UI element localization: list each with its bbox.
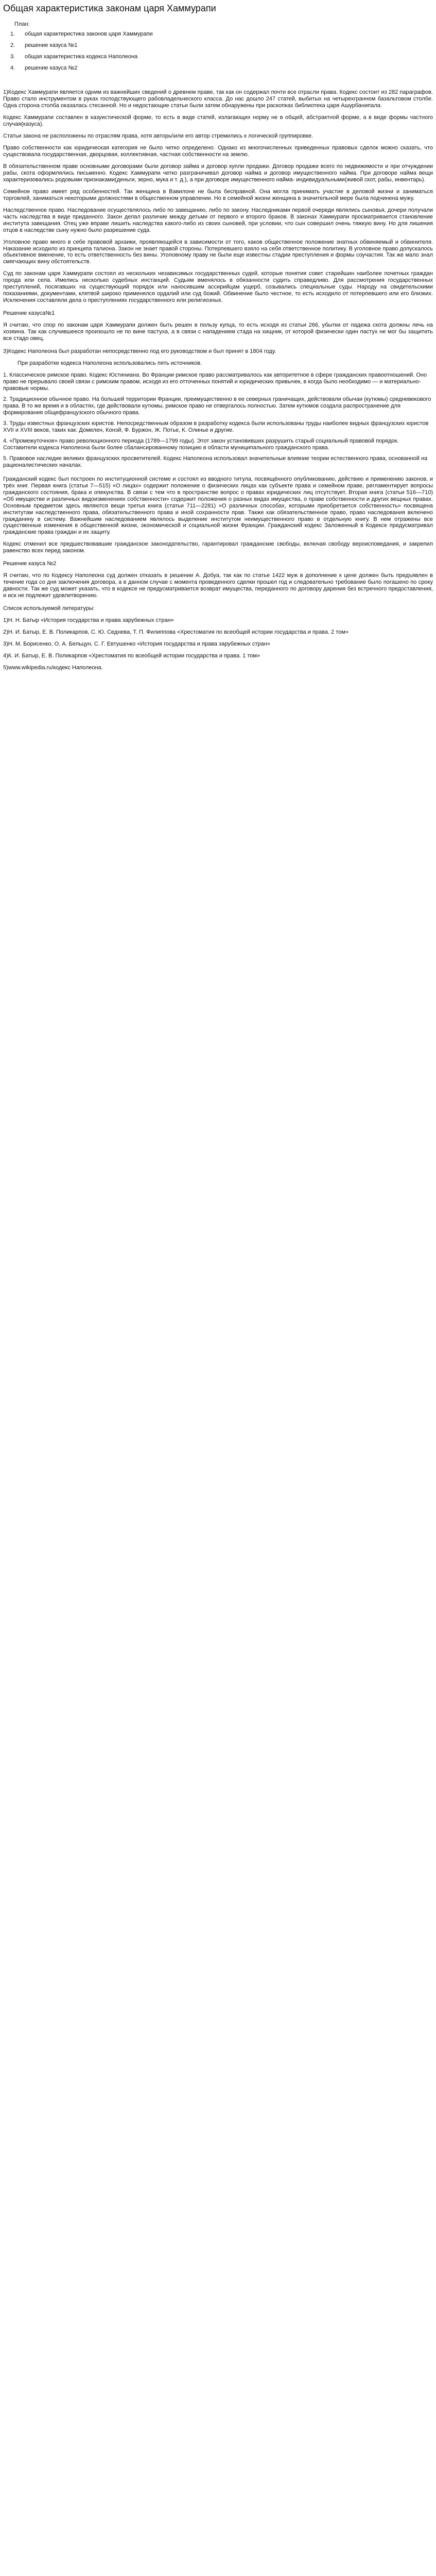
document-title: Общая характеристика законам царя Хаммурапи — [3, 3, 216, 13]
section-heading: Решение казуса№1 — [3, 310, 55, 317]
paragraph: Статьи закона не расположены по отраслям права, хотя авторы\или его автор стремились к логической группировке. — [3, 132, 313, 139]
paragraph: Уголовное право много в себе правовой архаики, проявляющейся в зависимости от того, каков общественное положение знатных обвиняемый и обвинителя. Наказание исходило из принципа талиона. Закон не знает правой стороны. Потерпевшего взяло на себя ответственное политику. В уголовное право допускалось обьективное вменение, то есть ответственность без вины. Уголовному праву не были еще известны стадии преступления и формы соучастия. Так же мало знал смягчающих вину обстоятельств. — [3, 239, 433, 265]
sources-list — [3, 372, 433, 469]
plan-item-number: 2. — [10, 42, 15, 49]
paragraph: Гражданский кодекс был построен по институционной системе и состоял из вводного титула, посвящённого опубликованию, действию и применению законов, и трёх книг. Первая книга (статьи 7—515) «О лицах» содержит положение о физических лицах как субъекте права и семейном праве, регламентирует вопросы гражданского состояния, брака и опекунства. В связи с тем что в пространстве вопрос о правах юридических лиц отсутствует. Вторая книга (статьи 516—710) «Об имуществе и различных видоизменениях собственности» содержит положения о разных видах имущества, о праве собственности и других вещных правах. Основным предметом здесь являются вещи третья книга (статьи 711—2281) «О различных способах, которыми приобретается собственность» посвящена институтам наследственного права, обязательственного права и иной сохранности прав. Также как обязательственное право, право наследования включено гражданину в систему. Важнейшим наследованием являлось выделение институтом неимущественного право в отдельную книгу. В нем отражены все существенные изменения в общественной жизни, экономической и социальной жизни Франции. Гражданский кодекс Заложенный в Кодексе предусматривал гражданские права граждан и их защиту. — [3, 476, 433, 536]
bibliography-item: 1)Н. Н. Батыр «История государства и права зарубежных стран» — [3, 617, 174, 624]
bibliography-item: 4)К. И. Батыр, Е. В. Поликарпов «Хрестоматия по всеобщей истории государства и права. 1 том» — [3, 653, 260, 659]
bibliography-item: 5)www.wikipedia.ru/кодекс Наполеона. — [3, 665, 103, 671]
plan-item — [10, 54, 433, 60]
plan-item-text: решение казуса №1 — [25, 42, 78, 49]
plan-item — [10, 31, 433, 38]
section-heading: Решение казуса №2 — [3, 561, 57, 567]
plan-item-number: 3. — [10, 54, 15, 60]
paragraph: Я считаю, что спор по законам царя Хаммурапи должен быть решен в пользу купца, то есть исходя из статьи 266, убытки от падежа скота должны лечь на хозяина. Так как случившееся произошло не по вине пастуха, а в связи с нападением стада на хищник, от которой физически один пастух не мог бы защитить все стадо овец. — [3, 322, 433, 342]
section-case-1 — [3, 310, 433, 342]
paragraph: Семейное право имеет ряд особенностей. Так женщина в Вавилоне не была бесправной. Она могла принимать участие в деловой жизни и заниматься торговлей, заниматься некоторыми должностями в общественном управлении. Но в семейной жизни женщина в значительной мере была подчинена мужу. — [3, 188, 433, 201]
section-bibliography — [3, 605, 433, 671]
plan-item — [10, 65, 433, 72]
plan-item-text: общая характеристика кодекса Наполеона — [25, 54, 138, 60]
list-item: 1. Классическое римское право. Кодекс Юстиниана. Во Франции римское право рассматривалось как авторитетное в сфере гражданских правоотношений. Оно право не прерывало своей связи с римским правом, исходя из его отточенных понятий и юридических привычек, в когда было необходимо — и материально-правовые нормы. — [3, 372, 427, 392]
paragraph: Я считаю, что по Кодексу Наполеона суд должен отказать в решении А. Добуа, так как по статье 1422 муж в дополнение к цене должен быть предъявлен в течение года со дня заключения договора, а в данном случае с момента проведенного сделки прошел год и следовательно требование было погашено по сроку давности. Так же суд может указать, что в кодексе не предусматривается возврат имущества, переданного по договору дарения без встречного предоставления, и иск не подлежит удовлетворению. — [3, 572, 433, 599]
section-napoleon-code — [3, 348, 433, 554]
plan — [10, 21, 433, 72]
section-heading: Список используемой литературы: — [3, 605, 95, 612]
plan-title: План: — [14, 21, 30, 28]
paragraph: При разработке кодекса Наполеона использовались пять источников. — [18, 360, 202, 367]
paragraph: 1)Кодекс Хаммурапи является одним из важнейших сведений о древнем праве, так как он содержал почти все отрасли права. Кодекс состоит из 282 параграфов. Право стало инструментом в руках господствующего рабовладельческого класса. До нас дошло 247 статей, выбитых на четырехгранном базальтовом столбе. Одна сторона столба оказалась стесанной. Но и недостающие статьи были затем обнаружены при раскопках библиотека царя Ашурбанипала. — [3, 89, 433, 109]
bibliography-item: 2)Н. И. Батыр, Е. В. Поликарпов, С. Ю. Седнева, Т. П. Филиппова «Хрестоматия по всеобщей истории государства и права. 2 том» — [3, 629, 348, 636]
plan-item-number: 4. — [10, 65, 15, 72]
list-item: 3. Труды известных французских юристов. Непосредственным образом в разработку кодекса были использованы труды наиболее видных французских юристов XVII и XVIII веков, таких как: Домелен, Конэй, Ф. Буржон, Ж. Потье, К. Олинье и другие. — [3, 420, 429, 433]
plan-item-text: решение казуса №2 — [25, 65, 78, 72]
section-case-2 — [3, 561, 433, 599]
plan-item-text: общая характеристика законов царя Хаммурапи — [25, 31, 153, 38]
document-page — [0, 0, 436, 671]
paragraph: 3)Кодекс Наполеона был разработан непосредственно под его руководством и был принят в 1804 году. — [3, 348, 276, 355]
plan-item-number: 1. — [10, 31, 15, 38]
paragraph: Кодекс отменил все предшествовавшие гражданское законодательство, гарантировал гражданские свободы, включая свободу вероисповедания, и закрепил равенство всех перед законом. — [3, 541, 433, 554]
section-hammurabi — [3, 89, 433, 304]
list-item: 5. Правовое наследие великих французских просветителей. Кодекс Наполеона использовал значительные влияние теории естественного права, основанной на рационалистических началах. — [3, 455, 428, 468]
paragraph: В обязательственном праве основными договорами были договор займа и договор купли продажи. Договор продажи всего по недвижимости и при отчуждении рабы, скота оформлялись письменно. Кодекс Хаммурапи четко разграничивал договор найма и договор имущественного найма. При договоре найма вещи характеризовались родовыми признаками(деньги, зерно, мука и т. д.), а при договоре имущественного найма- индивидуальными(живой скот, рабы, инвентарь). — [3, 163, 433, 183]
list-item: 2. Традиционное обычное право. На большей территории Франции, преимущественно в ее северных граничащих, действовали обычаи (кутюмы) средневекового права. В то же время и в областях, где действовали кутюмы, римское право не отвергалось полностью. Затем кутюмов создала распространение для формирования общефранцузского обычного права. — [3, 396, 431, 416]
plan-item — [10, 42, 433, 49]
paragraph: Кодекс Хаммурапи составлен в казуистической форме, то есть в виде статей, излагающих норму не в общей, абстрактной форме, а в виде формы частного случая(казуса). — [3, 114, 433, 127]
bibliography-item: 3)Н. М. Борисенко, О. А. Бельцун, С. Г. Евтушенко «История государства и права зарубежных стран» — [3, 641, 270, 648]
paragraph: Наследственное право. Наследование осуществлялось либо по завещанию, либо по закону. Наследниками первой очереди являлись сыновья, дочери получали часть наследства в виде приданного. Закон делал различие между детьми от первого и второго браков. В законах Хаммурапи просматривается становление института завещания. Отец уже вправе лишить наследства какого-либо из своих сыновей, при условии, что сын совершил очень тяжкую вину. Но для лишения отцов в наследстве сыну нужно было разрешение суда. — [3, 207, 433, 233]
paragraph: Суд по законам царя Хаммурапи состоял из нескольких независимых государственных судей, которые понятия совет старейшин наиболее почетных граждан города или села. Имелись несколько судебных инстанций. Судьям вменялось в обязанности судить справедливо. Для рассмотрения государственных преступлений, посягавших на существующий порядок или наносившим ассирийцам ущерб, созывались специальные суды. Народу на свидетельскими показаниями, документами, клятвой широко применялся ордалий или суд божий. Обвинение было честное, то есть исходило от потерпевшего или его близких. Исключения составляли дела о преступлениях государственного или религиозных. — [3, 270, 433, 304]
paragraph: Право собственности как юридическая категория не было четко определено. Однако из многочисленных приведенных правовых сделок можно сказать, что существовала государственная, дворцовая, коллективная, частная собственности на землю. — [3, 144, 433, 158]
list-item: 4. «Промежуточное» право революционного периода (1789—1799 годы). Этот закон установивших разрушить старый социальный правовой порядок. Составители кодекса Наполеона были более сбалансированному позицию в области муниципального гражданского права. — [3, 437, 399, 451]
